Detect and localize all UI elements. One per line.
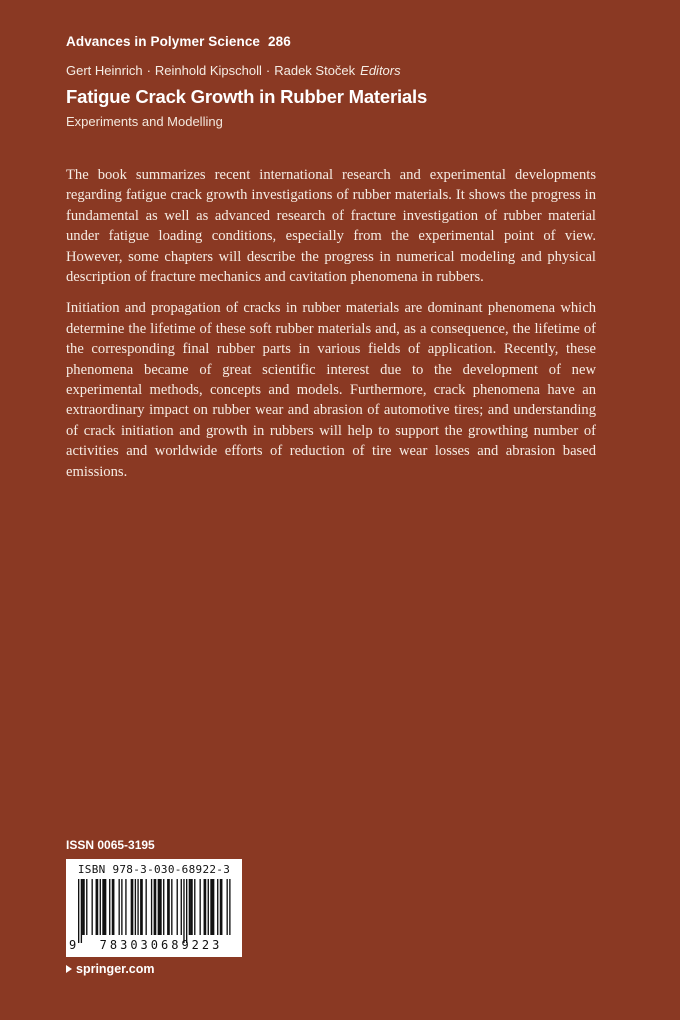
- book-subtitle: Experiments and Modelling: [66, 114, 223, 129]
- editors-line: [66, 63, 401, 78]
- series-volume: 286: [268, 34, 291, 49]
- series-name: Advances in Polymer Science: [66, 34, 261, 49]
- editors-role: Editors: [360, 63, 401, 78]
- ean-digits: 783030689223: [99, 938, 223, 952]
- arrow-right-icon: [66, 965, 72, 973]
- barcode-icon: [76, 879, 234, 943]
- publisher-url: springer.com: [76, 962, 155, 976]
- issn-label: ISSN 0065-3195: [66, 838, 155, 852]
- editor-name: Radek Stoček: [274, 63, 356, 78]
- editor-name: Gert Heinrich: [66, 63, 143, 78]
- blurb-paragraph: Initiation and propagation of cracks in rubber materials are dominant phenomena which determine the lifetime of these soft rubber materials and, as a consequence, the lifetime of the corresponding final rubber parts in various fields of application. Recently, these phenomena became of great scientific interest due to the development of new experimental methods, concepts and models. Furthermore, crack phenomena have an extraordinary impact on rubber wear and abrasion of automotive tires; and understanding of crack initiation and growth in rubbers will help to support the growthing number of activities and worldwide efforts of reduction of tire wear losses and abrasion based emissions.: [66, 300, 596, 480]
- editor-separator: ·: [146, 63, 151, 78]
- series-line: [66, 34, 291, 49]
- blurb-paragraph: The book summarizes recent international research and experimental developments regarding fatigue crack growth investigations of rubber materials. It shows the progress in fundamental as well as advanced research of fracture investigation of rubber material under fatigue loading conditions, especially from the experimental point of view. However, some chapters will describe the progress in numerical modeling and physical description of fracture mechanics and cavitation phenomena in rubbers.: [66, 167, 596, 286]
- editor-name: Reinhold Kipscholl: [154, 63, 262, 78]
- book-title: Fatigue Crack Growth in Rubber Materials: [66, 86, 428, 107]
- barcode-box: [66, 859, 242, 957]
- ean-first-digit: 9: [69, 938, 77, 952]
- blurb: [66, 165, 596, 493]
- editor-separator: ·: [265, 63, 271, 78]
- publisher-link[interactable]: [66, 962, 155, 976]
- isbn-label: ISBN 978-3-030-68922-3: [77, 863, 231, 876]
